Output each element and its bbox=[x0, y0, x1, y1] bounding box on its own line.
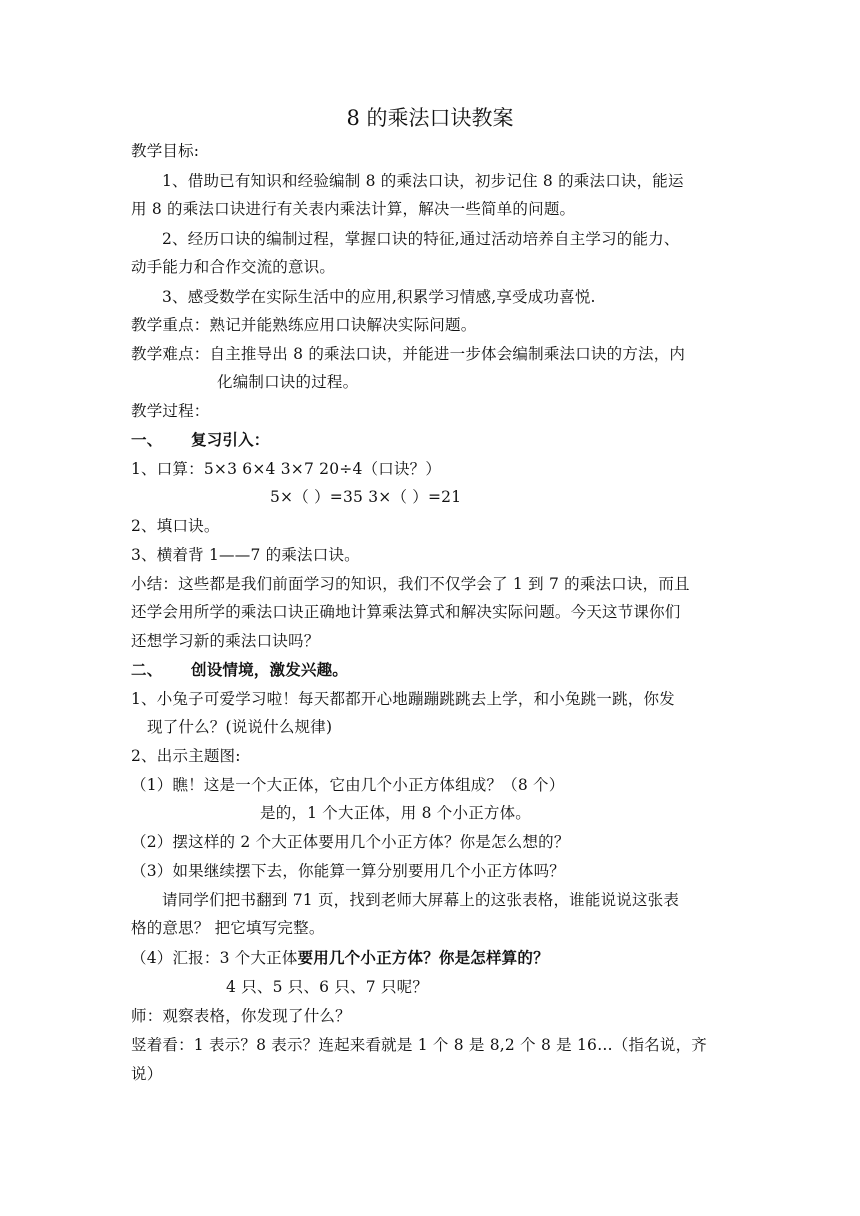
section-1-number: 一、 bbox=[131, 430, 163, 449]
difficulty-line-2: 化编制口诀的过程。 bbox=[217, 373, 359, 391]
question-3: （3）如果继续摆下去，你能算一算分别要用几个小正方体吗？ bbox=[131, 862, 565, 880]
oral-calc-line-2: 5×（ ）=35 3×（ ）=21 bbox=[270, 488, 462, 506]
objective-3: 3、感受数学在实际生活中的应用,积累学习情感,享受成功喜悦. bbox=[162, 288, 596, 306]
summary-line-1: 小结：这些都是我们前面学习的知识，我们不仅学会了 1 到 7 的乘法口诀，而且 bbox=[131, 575, 690, 593]
question-1-answer: 是的，1 个大正体，用 8 个小正方体。 bbox=[260, 804, 532, 822]
section-2-heading: 创设情境，激发兴趣。 bbox=[191, 660, 349, 679]
question-4-prefix: （4）汇报： bbox=[131, 949, 220, 967]
instruction-line-2: 格的意思？ 把它填写完整。 bbox=[131, 919, 325, 937]
question-4-part-b: 要用几个 bbox=[297, 948, 361, 967]
show-picture: 2、出示主题图: bbox=[131, 747, 241, 765]
objective-1-line-1: 1、借助已有知识和经验编制 8 的乘法口诀，初步记住 8 的乘法口诀，能运 bbox=[162, 172, 684, 190]
question-4-followup: 4 只、5 只、6 只、7 只呢？ bbox=[226, 978, 429, 996]
fill-formula: 2、填口诀。 bbox=[131, 517, 220, 535]
question-4-part-a: 3 个大正体 bbox=[219, 949, 298, 967]
summary-line-2: 还学会用所学的乘法口诀正确地计算乘法算式和解决实际问题。今天这节课你们 bbox=[131, 603, 681, 621]
teacher-line: 师：观察表格，你发现了什么？ bbox=[131, 1007, 351, 1025]
vertical-view-line-2: 说） bbox=[131, 1065, 163, 1083]
recite-formula: 3、横着背 1——7 的乘法口诀。 bbox=[131, 546, 360, 564]
document-title: 8 的乘法口诀教案 bbox=[346, 106, 514, 130]
rabbit-line-2: 现了什么？(说说什么规律) bbox=[147, 718, 333, 736]
objective-2-line-2: 动手能力和合作交流的意识。 bbox=[131, 258, 336, 276]
question-4 bbox=[131, 948, 549, 968]
instruction-line-1: 请同学们把书翻到 71 页，找到老师大屏幕上的这张表格，谁能说说这张表 bbox=[162, 891, 680, 909]
objective-2-line-1: 2、经历口诀的编制过程，掌握口诀的特征,通过活动培养自主学习的能力、 bbox=[162, 230, 680, 248]
process-heading: 教学过程： bbox=[131, 402, 210, 420]
difficulty-line-1: 教学难点：自主推导出 8 的乘法口诀，并能进一步体会编制乘法口诀的方法，内 bbox=[131, 345, 686, 363]
objective-1-line-2: 用 8 的乘法口诀进行有关表内乘法计算，解决一些简单的问题。 bbox=[131, 200, 576, 218]
objectives-heading: 教学目标: bbox=[131, 142, 200, 160]
section-2-number: 二、 bbox=[131, 660, 163, 679]
summary-line-3: 还想学习新的乘法口诀吗？ bbox=[131, 632, 320, 650]
rabbit-line-1: 1、小兔子可爱学习啦！每天都都开心地蹦蹦跳跳去上学，和小兔跳一跳，你发 bbox=[131, 690, 675, 708]
question-1: （1）瞧！这是一个大正体，它由几个小正方体组成？（8 个） bbox=[131, 776, 565, 794]
question-4-part-c: 小正方体？你是怎样算的？ bbox=[360, 948, 549, 967]
section-1-heading: 复习引入： bbox=[191, 430, 270, 449]
vertical-view-line-1: 竖着看：1 表示？8 表示？连起来看就是 1 个 8 是 8,2 个 8 是 16…（指名说，齐 bbox=[131, 1036, 707, 1054]
key-point: 教学重点：熟记并能熟练应用口诀解决实际问题。 bbox=[131, 316, 477, 334]
oral-calc-line-1: 1、口算：5×3 6×4 3×7 20÷4（口诀？） bbox=[131, 460, 442, 478]
question-2: （2）摆这样的 2 个大正体要用几个小正方体？你是怎么想的？ bbox=[131, 833, 570, 851]
